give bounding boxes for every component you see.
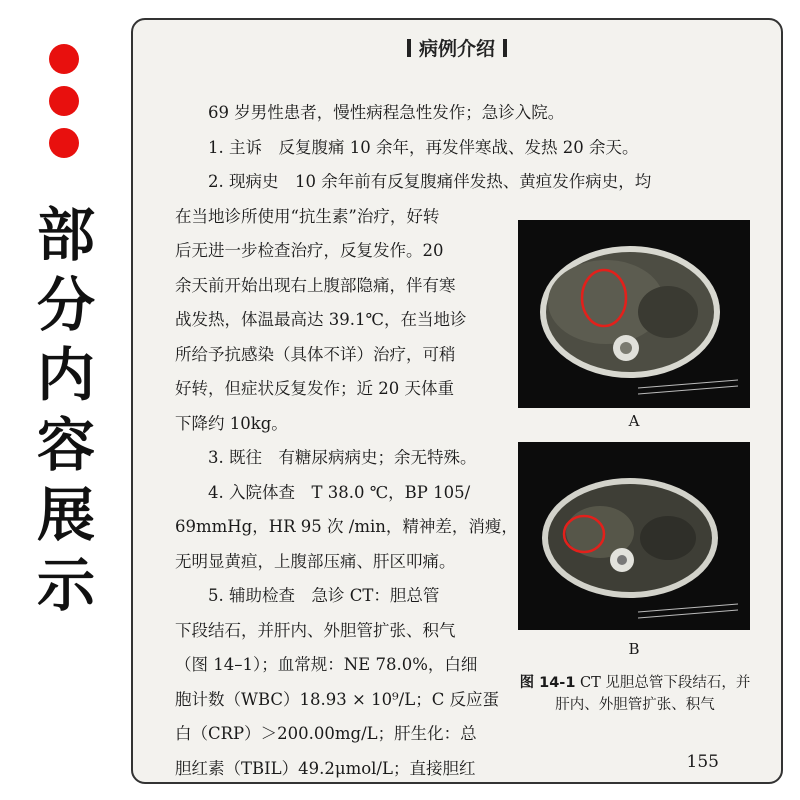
caption-label: 图 14-1 bbox=[519, 675, 576, 691]
text-line: 白（CRP）＞200.00mg/L；肝生化：总 bbox=[175, 724, 477, 743]
text-line: 胆红素（TBIL）49.2μmol/L；直接胆红 bbox=[175, 758, 476, 778]
header-bar-right bbox=[503, 39, 507, 57]
ct-image-b bbox=[518, 442, 750, 630]
ct-image-a bbox=[518, 220, 750, 408]
caption-text: CT 见胆总管下段结石，并肝内、外胆管扩张、积气 bbox=[555, 675, 751, 713]
figure-label-b: B bbox=[628, 640, 640, 658]
figure-label-a: A bbox=[628, 412, 640, 430]
text-line: 3. 既往 有糖尿病病史；余无特殊。 bbox=[208, 448, 477, 467]
side-title-char: 内 bbox=[36, 341, 95, 409]
text-line: 后无进一步检查治疗，反复发作。20 bbox=[175, 241, 444, 260]
text-line: 1. 主诉 反复腹痛 10 余年，再发伴寒战、发热 20 余天。 bbox=[208, 137, 639, 157]
side-title-char: 示 bbox=[36, 551, 95, 619]
side-title-char: 分 bbox=[36, 271, 95, 339]
text-line: 4. 入院体查 T 38.0 ℃，BP 105/ bbox=[208, 482, 471, 502]
side-title-char: 展 bbox=[36, 481, 95, 549]
figure-caption bbox=[516, 672, 754, 716]
text-line: 所给予抗感染（具体不详）治疗，可稍 bbox=[175, 344, 456, 364]
text-line: 胞计数（WBC）18.93 × 10⁹/L；C 反应蛋 bbox=[175, 689, 500, 709]
text-line: 无明显黄疸，上腹部压痛、肝区叩痛。 bbox=[175, 551, 456, 571]
book-page bbox=[131, 18, 783, 784]
decorative-dots bbox=[44, 44, 84, 170]
page-number: 155 bbox=[686, 752, 719, 772]
side-title-char: 部 bbox=[36, 201, 95, 269]
text-line: 余天前开始出现右上腹部隐痛，伴有寒 bbox=[175, 275, 456, 295]
text-line: 战发热，体温最高达 39.1℃，在当地诊 bbox=[175, 310, 467, 329]
side-title bbox=[28, 200, 104, 620]
red-dot-icon bbox=[49, 128, 79, 158]
text-line: 好转，但症状反复发作；近 20 天体重 bbox=[175, 379, 454, 398]
text-line: 下段结石，并肝内、外胆管扩张、积气 bbox=[175, 620, 456, 640]
text-line: 69 岁男性患者，慢性病程急性发作；急诊入院。 bbox=[208, 103, 565, 122]
text-line: 下降约 10kg。 bbox=[175, 413, 288, 433]
header-title: 病例介绍 bbox=[418, 38, 495, 60]
red-dot-icon bbox=[49, 44, 79, 74]
text-line: 69mmHg，HR 95 次 /min，精神差，消瘦， bbox=[175, 517, 518, 536]
page-header bbox=[133, 34, 781, 61]
text-line: 在当地诊所使用“抗生素”治疗，好转 bbox=[175, 206, 440, 226]
header-bar-left bbox=[407, 39, 411, 57]
red-dot-icon bbox=[49, 86, 79, 116]
text-line: （图 14–1）；血常规：NE 78.0%，白细 bbox=[175, 655, 478, 674]
text-line: 2. 现病史 10 余年前有反复腹痛伴发热、黄疸发作病史，均 bbox=[208, 172, 652, 191]
text-line: 5. 辅助检查 急诊 CT：胆总管 bbox=[208, 586, 440, 605]
side-title-char: 容 bbox=[36, 411, 95, 479]
